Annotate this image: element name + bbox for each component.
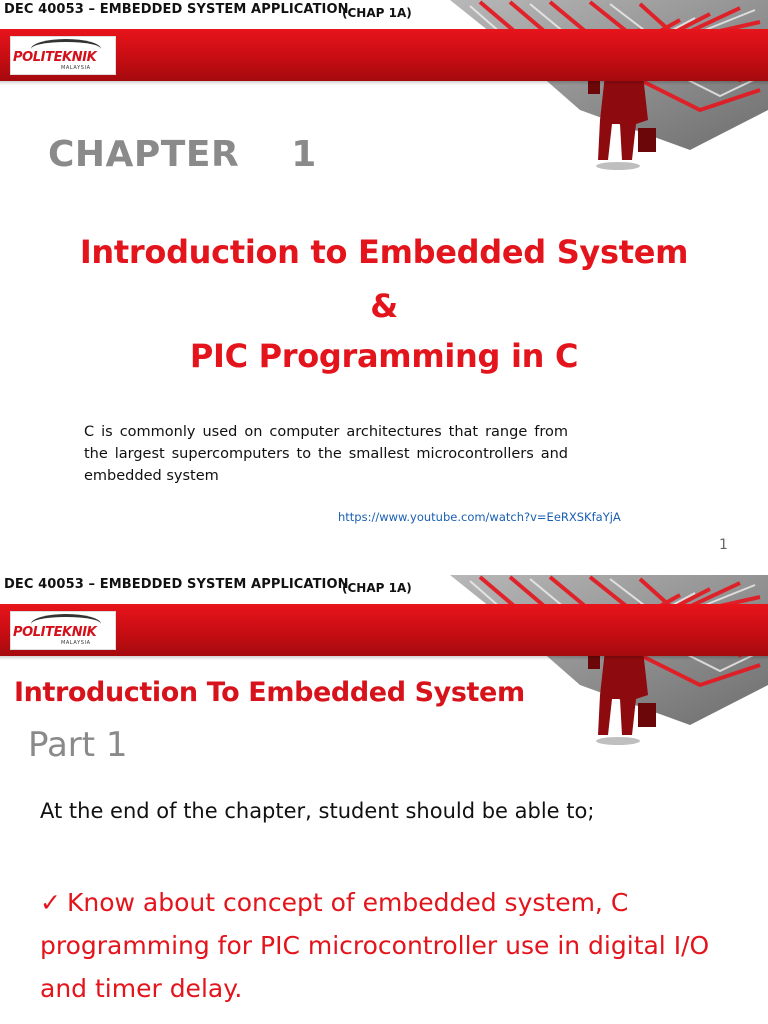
youtube-link[interactable]: https://www.youtube.com/watch?v=EeRXSKfaYjA [338, 510, 621, 524]
slide-2 [0, 575, 768, 1024]
objective-intro: At the end of the chapter, student should be able to; [40, 799, 595, 823]
part-label: Part 1 [28, 725, 128, 765]
objective-bullet [40, 881, 740, 1010]
course-header: DEC 40053 – EMBEDDED SYSTEM APPLICATION [4, 577, 349, 592]
politeknik-logo [10, 611, 116, 650]
chapter-tag: (CHAP 1A) [342, 581, 412, 595]
course-header: DEC 40053 – EMBEDDED SYSTEM APPLICATION [4, 2, 349, 17]
chapter-heading: CHAPTER 1 [48, 134, 317, 175]
logo-text: POLITEKNIK [13, 50, 97, 65]
title-line-1: Introduction to Embedded System [79, 233, 689, 271]
banner-shadow [0, 656, 768, 660]
chapter-tag: (CHAP 1A) [342, 6, 412, 20]
description-text: C is commonly used on computer architectures that range from the largest supercomputers to the smallest microcontrollers and embedded system [84, 424, 568, 484]
title-line-2: & [370, 287, 398, 325]
section-heading: Introduction To Embedded System [14, 677, 525, 708]
title-line-3: PIC Programming in C [189, 337, 579, 375]
logo-subtext: MALAYSIA [61, 640, 91, 646]
logo-text: POLITEKNIK [13, 625, 97, 640]
logo-subtext: MALAYSIA [61, 65, 91, 71]
politeknik-logo [10, 36, 116, 75]
page-number: 1 [719, 537, 728, 553]
check-icon: ✓ [40, 888, 61, 917]
banner-shadow [0, 81, 768, 85]
objective-text: Know about concept of embedded system, C programming for PIC microcontroller use in digital I/O and timer delay. [40, 888, 710, 1003]
